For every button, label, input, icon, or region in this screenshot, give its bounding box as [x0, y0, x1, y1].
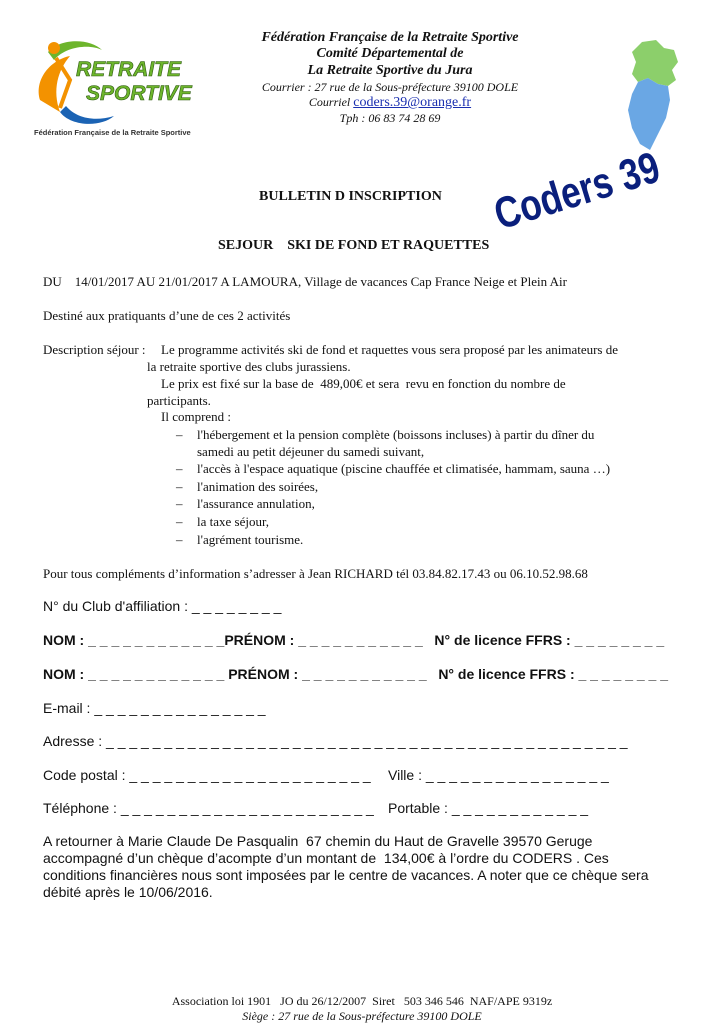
included-item: la taxe séjour,	[197, 514, 270, 529]
bullet-dash: –	[176, 479, 183, 494]
header-phone: Tph : 06 83 74 28 69	[339, 111, 441, 125]
description-line-2: la retraite sportive des clubs jurassiens.	[147, 359, 351, 374]
description-line-5: Il comprend :	[161, 409, 232, 424]
description-line-3: Le prix est fixé sur la base de 489,00€ et sera revu en fonction du nombre de	[161, 376, 566, 391]
dates-line: DU 14/01/2017 AU 21/01/2017 A LAMOURA, Village de vacances Cap France Neige et Plein Air	[43, 274, 567, 289]
stamp-graphic	[488, 72, 707, 242]
coders39-stamp	[488, 72, 707, 242]
logo-text-retraite: RETRAITE	[76, 58, 181, 81]
description-line-1: Le programme activités ski de fond et raquettes vous sera proposé par les animateurs de	[161, 342, 619, 357]
header-courrier: Courrier : 27 rue de la Sous-préfecture 39100 DOLE	[261, 80, 519, 94]
bullet-dash: –	[176, 532, 183, 547]
logo-caption: Fédération Française de la Retraite Sportive	[34, 128, 191, 137]
included-item: l'agrément tourisme.	[197, 532, 304, 547]
included-item: l'hébergement et la pension complète (boissons incluses) à partir du dîner du	[197, 427, 595, 442]
participant-1-field[interactable]: NOM : _ _ _ _ _ _ _ _ _ _ _ _PRÉNOM : _ _ _ _ _ _ _ _ _ _ _ N° de licence FFRS : _ _ _ _ _ _ _ _	[43, 632, 665, 648]
audience-line: Destiné aux pratiquants d’une de ces 2 activités	[43, 308, 291, 323]
return-line-4: débité après le 10/06/2016.	[43, 884, 213, 900]
included-item-continued: samedi au petit déjeuner du samedi suivant,	[197, 444, 425, 459]
description-label: Description séjour :	[43, 342, 146, 357]
header-retraite-jura: La Retraite Sportive du Jura	[307, 63, 473, 78]
header-federation: Fédération Française de la Retraite Sportive	[261, 30, 519, 45]
included-item: l'animation des soirées,	[197, 479, 319, 494]
included-item: l'assurance annulation,	[197, 496, 315, 511]
footer-association: Association loi 1901 JO du 26/12/2007 Siret 503 346 546 NAF/APE 9319z	[171, 994, 553, 1008]
return-line-2: accompagné d’un chèque d’acompte d’un montant de 134,00€ à l’ordre du CODERS . Ces	[43, 850, 609, 866]
bullet-dash: –	[176, 496, 183, 511]
header-comite: Comité Départemental de	[316, 46, 464, 61]
club-field[interactable]: N° du Club d'affiliation : _ _ _ _ _ _ _ _	[43, 598, 282, 614]
description-line-4: participants.	[147, 393, 211, 408]
email-link[interactable]: coders.39@orange.fr	[353, 95, 472, 110]
document-title: BULLETIN D INSCRIPTION	[259, 189, 442, 204]
bullet-dash: –	[176, 514, 183, 529]
postal-code-field[interactable]: Code postal : _ _ _ _ _ _ _ _ _ _ _ _ _ _ _ _ _ _ _ _ _	[43, 767, 371, 783]
courriel-label: Courriel	[308, 95, 351, 109]
return-line-1: A retourner à Marie Claude De Pasqualin 67 chemin du Haut de Gravelle 39570 Geruge	[43, 833, 593, 849]
footer-siege: Siège : 27 rue de la Sous-préfecture 39100 DOLE	[242, 1009, 482, 1023]
bullet-dash: –	[176, 461, 183, 476]
mobile-field[interactable]: Portable : _ _ _ _ _ _ _ _ _ _ _ _	[388, 800, 589, 816]
city-field[interactable]: Ville : _ _ _ _ _ _ _ _ _ _ _ _ _ _ _ _	[388, 767, 609, 783]
return-line-3: conditions financières nous sont imposées par le centre de vacances. A noter que ce chèque sera	[43, 867, 649, 883]
included-item: l'accès à l'espace aquatique (piscine chauffée et climatisée, hammam, sauna …)	[197, 461, 611, 476]
federation-logo	[30, 30, 200, 145]
stamp-text: Coders 39	[488, 130, 707, 240]
address-field[interactable]: Adresse : _ _ _ _ _ _ _ _ _ _ _ _ _ _ _ _ _ _ _ _ _ _ _ _ _ _ _ _ _ _ _ _ _ _ _ _ _ _ _ _ _ _ _ _ _	[43, 733, 628, 749]
document-subtitle: SEJOUR SKI DE FOND ET RAQUETTES	[218, 238, 490, 253]
bullet-dash: –	[176, 427, 183, 442]
logo-graphic	[30, 30, 200, 145]
participant-2-field[interactable]: NOM : _ _ _ _ _ _ _ _ _ _ _ _ PRÉNOM : _ _ _ _ _ _ _ _ _ _ _ N° de licence FFRS : _ _ _ _ _ _ _ _	[43, 666, 669, 682]
contact-info: Pour tous compléments d’information s’adresser à Jean RICHARD tél 03.84.82.17.43 ou 06.10.52.98.68	[43, 566, 588, 581]
logo-text-sportive: SPORTIVE	[86, 82, 192, 105]
phone-field[interactable]: Téléphone : _ _ _ _ _ _ _ _ _ _ _ _ _ _ _ _ _ _ _ _ _ _	[43, 800, 374, 816]
email-field[interactable]: E-mail : _ _ _ _ _ _ _ _ _ _ _ _ _ _ _	[43, 700, 266, 716]
